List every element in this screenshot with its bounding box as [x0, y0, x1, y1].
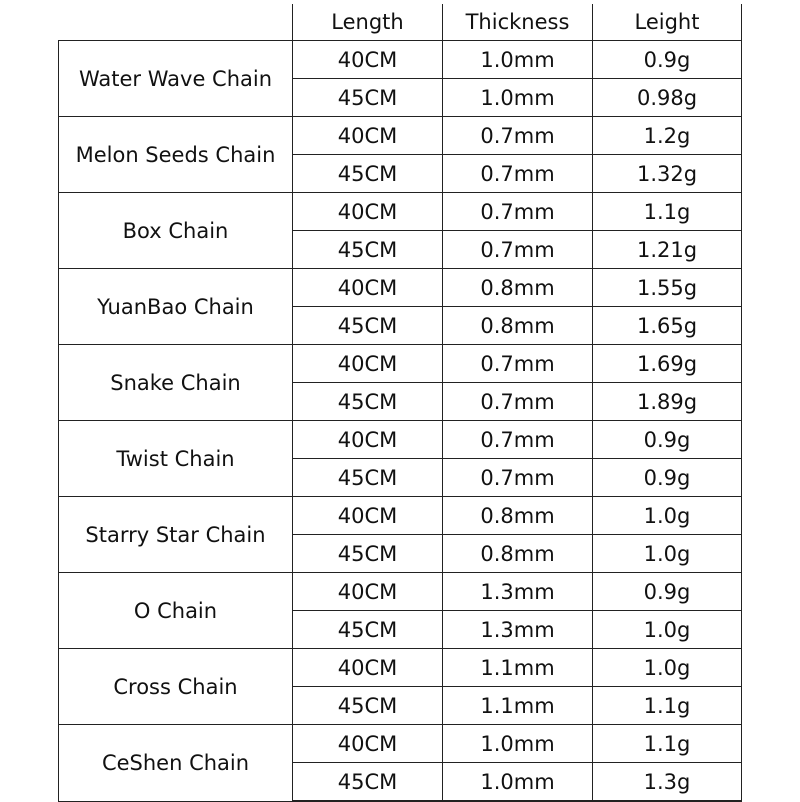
length-cell: 45CM	[293, 535, 443, 573]
chain-name-cell: O Chain	[59, 573, 293, 649]
chain-name-cell: Cross Chain	[59, 649, 293, 725]
weight-cell: 1.1g	[593, 725, 742, 763]
chain-name-cell: YuanBao Chain	[59, 269, 293, 345]
thickness-cell: 1.3mm	[443, 573, 593, 611]
thickness-cell: 1.1mm	[443, 687, 593, 725]
table-row	[59, 573, 742, 611]
weight-cell: 1.21g	[593, 231, 742, 269]
weight-cell: 1.2g	[593, 117, 742, 155]
header-length: Length	[293, 4, 443, 41]
weight-cell: 1.3g	[593, 763, 742, 802]
length-cell: 45CM	[293, 155, 443, 193]
thickness-cell: 0.8mm	[443, 307, 593, 345]
weight-cell: 0.9g	[593, 459, 742, 497]
thickness-cell: 1.0mm	[443, 763, 593, 802]
weight-cell: 1.32g	[593, 155, 742, 193]
header-weight: Leight	[593, 4, 742, 41]
length-cell: 40CM	[293, 725, 443, 763]
table-row	[59, 345, 742, 383]
length-cell: 40CM	[293, 345, 443, 383]
chain-spec-table	[58, 4, 742, 802]
chain-name-cell: Melon Seeds Chain	[59, 117, 293, 193]
chain-name-cell: Water Wave Chain	[59, 41, 293, 117]
thickness-cell: 1.0mm	[443, 725, 593, 763]
thickness-cell: 0.7mm	[443, 117, 593, 155]
table-row	[59, 421, 742, 459]
length-cell: 40CM	[293, 573, 443, 611]
length-cell: 40CM	[293, 41, 443, 79]
table-body	[59, 41, 742, 802]
length-cell: 40CM	[293, 649, 443, 687]
length-cell: 45CM	[293, 611, 443, 649]
weight-cell: 1.1g	[593, 193, 742, 231]
table-row	[59, 497, 742, 535]
thickness-cell: 1.0mm	[443, 41, 593, 79]
length-cell: 40CM	[293, 497, 443, 535]
weight-cell: 1.69g	[593, 345, 742, 383]
length-cell: 45CM	[293, 79, 443, 117]
table-row	[59, 269, 742, 307]
weight-cell: 0.9g	[593, 573, 742, 611]
length-cell: 45CM	[293, 307, 443, 345]
table-row	[59, 649, 742, 687]
header-row	[59, 4, 742, 41]
weight-cell: 1.1g	[593, 687, 742, 725]
length-cell: 45CM	[293, 383, 443, 421]
chain-name-cell: Box Chain	[59, 193, 293, 269]
table-row	[59, 117, 742, 155]
thickness-cell: 0.7mm	[443, 193, 593, 231]
length-cell: 45CM	[293, 231, 443, 269]
header-thickness: Thickness	[443, 4, 593, 41]
weight-cell: 1.0g	[593, 497, 742, 535]
weight-cell: 1.65g	[593, 307, 742, 345]
thickness-cell: 0.7mm	[443, 459, 593, 497]
weight-cell: 1.89g	[593, 383, 742, 421]
weight-cell: 1.0g	[593, 611, 742, 649]
chain-name-cell: CeShen Chain	[59, 725, 293, 802]
thickness-cell: 1.0mm	[443, 79, 593, 117]
thickness-cell: 1.1mm	[443, 649, 593, 687]
thickness-cell: 1.3mm	[443, 611, 593, 649]
thickness-cell: 0.7mm	[443, 155, 593, 193]
length-cell: 40CM	[293, 117, 443, 155]
chain-name-cell: Twist Chain	[59, 421, 293, 497]
thickness-cell: 0.8mm	[443, 269, 593, 307]
thickness-cell: 0.8mm	[443, 535, 593, 573]
thickness-cell: 0.7mm	[443, 345, 593, 383]
thickness-cell: 0.7mm	[443, 231, 593, 269]
thickness-cell: 0.8mm	[443, 497, 593, 535]
length-cell: 45CM	[293, 459, 443, 497]
chain-name-cell: Starry Star Chain	[59, 497, 293, 573]
header-empty-cell	[59, 4, 293, 41]
weight-cell: 0.98g	[593, 79, 742, 117]
length-cell: 40CM	[293, 193, 443, 231]
table-row	[59, 725, 742, 763]
weight-cell: 1.55g	[593, 269, 742, 307]
thickness-cell: 0.7mm	[443, 421, 593, 459]
weight-cell: 1.0g	[593, 535, 742, 573]
weight-cell: 1.0g	[593, 649, 742, 687]
length-cell: 40CM	[293, 421, 443, 459]
weight-cell: 0.9g	[593, 41, 742, 79]
length-cell: 45CM	[293, 687, 443, 725]
chain-name-cell: Snake Chain	[59, 345, 293, 421]
table-row	[59, 41, 742, 79]
thickness-cell: 0.7mm	[443, 383, 593, 421]
length-cell: 45CM	[293, 763, 443, 802]
table-row	[59, 193, 742, 231]
weight-cell: 0.9g	[593, 421, 742, 459]
length-cell: 40CM	[293, 269, 443, 307]
